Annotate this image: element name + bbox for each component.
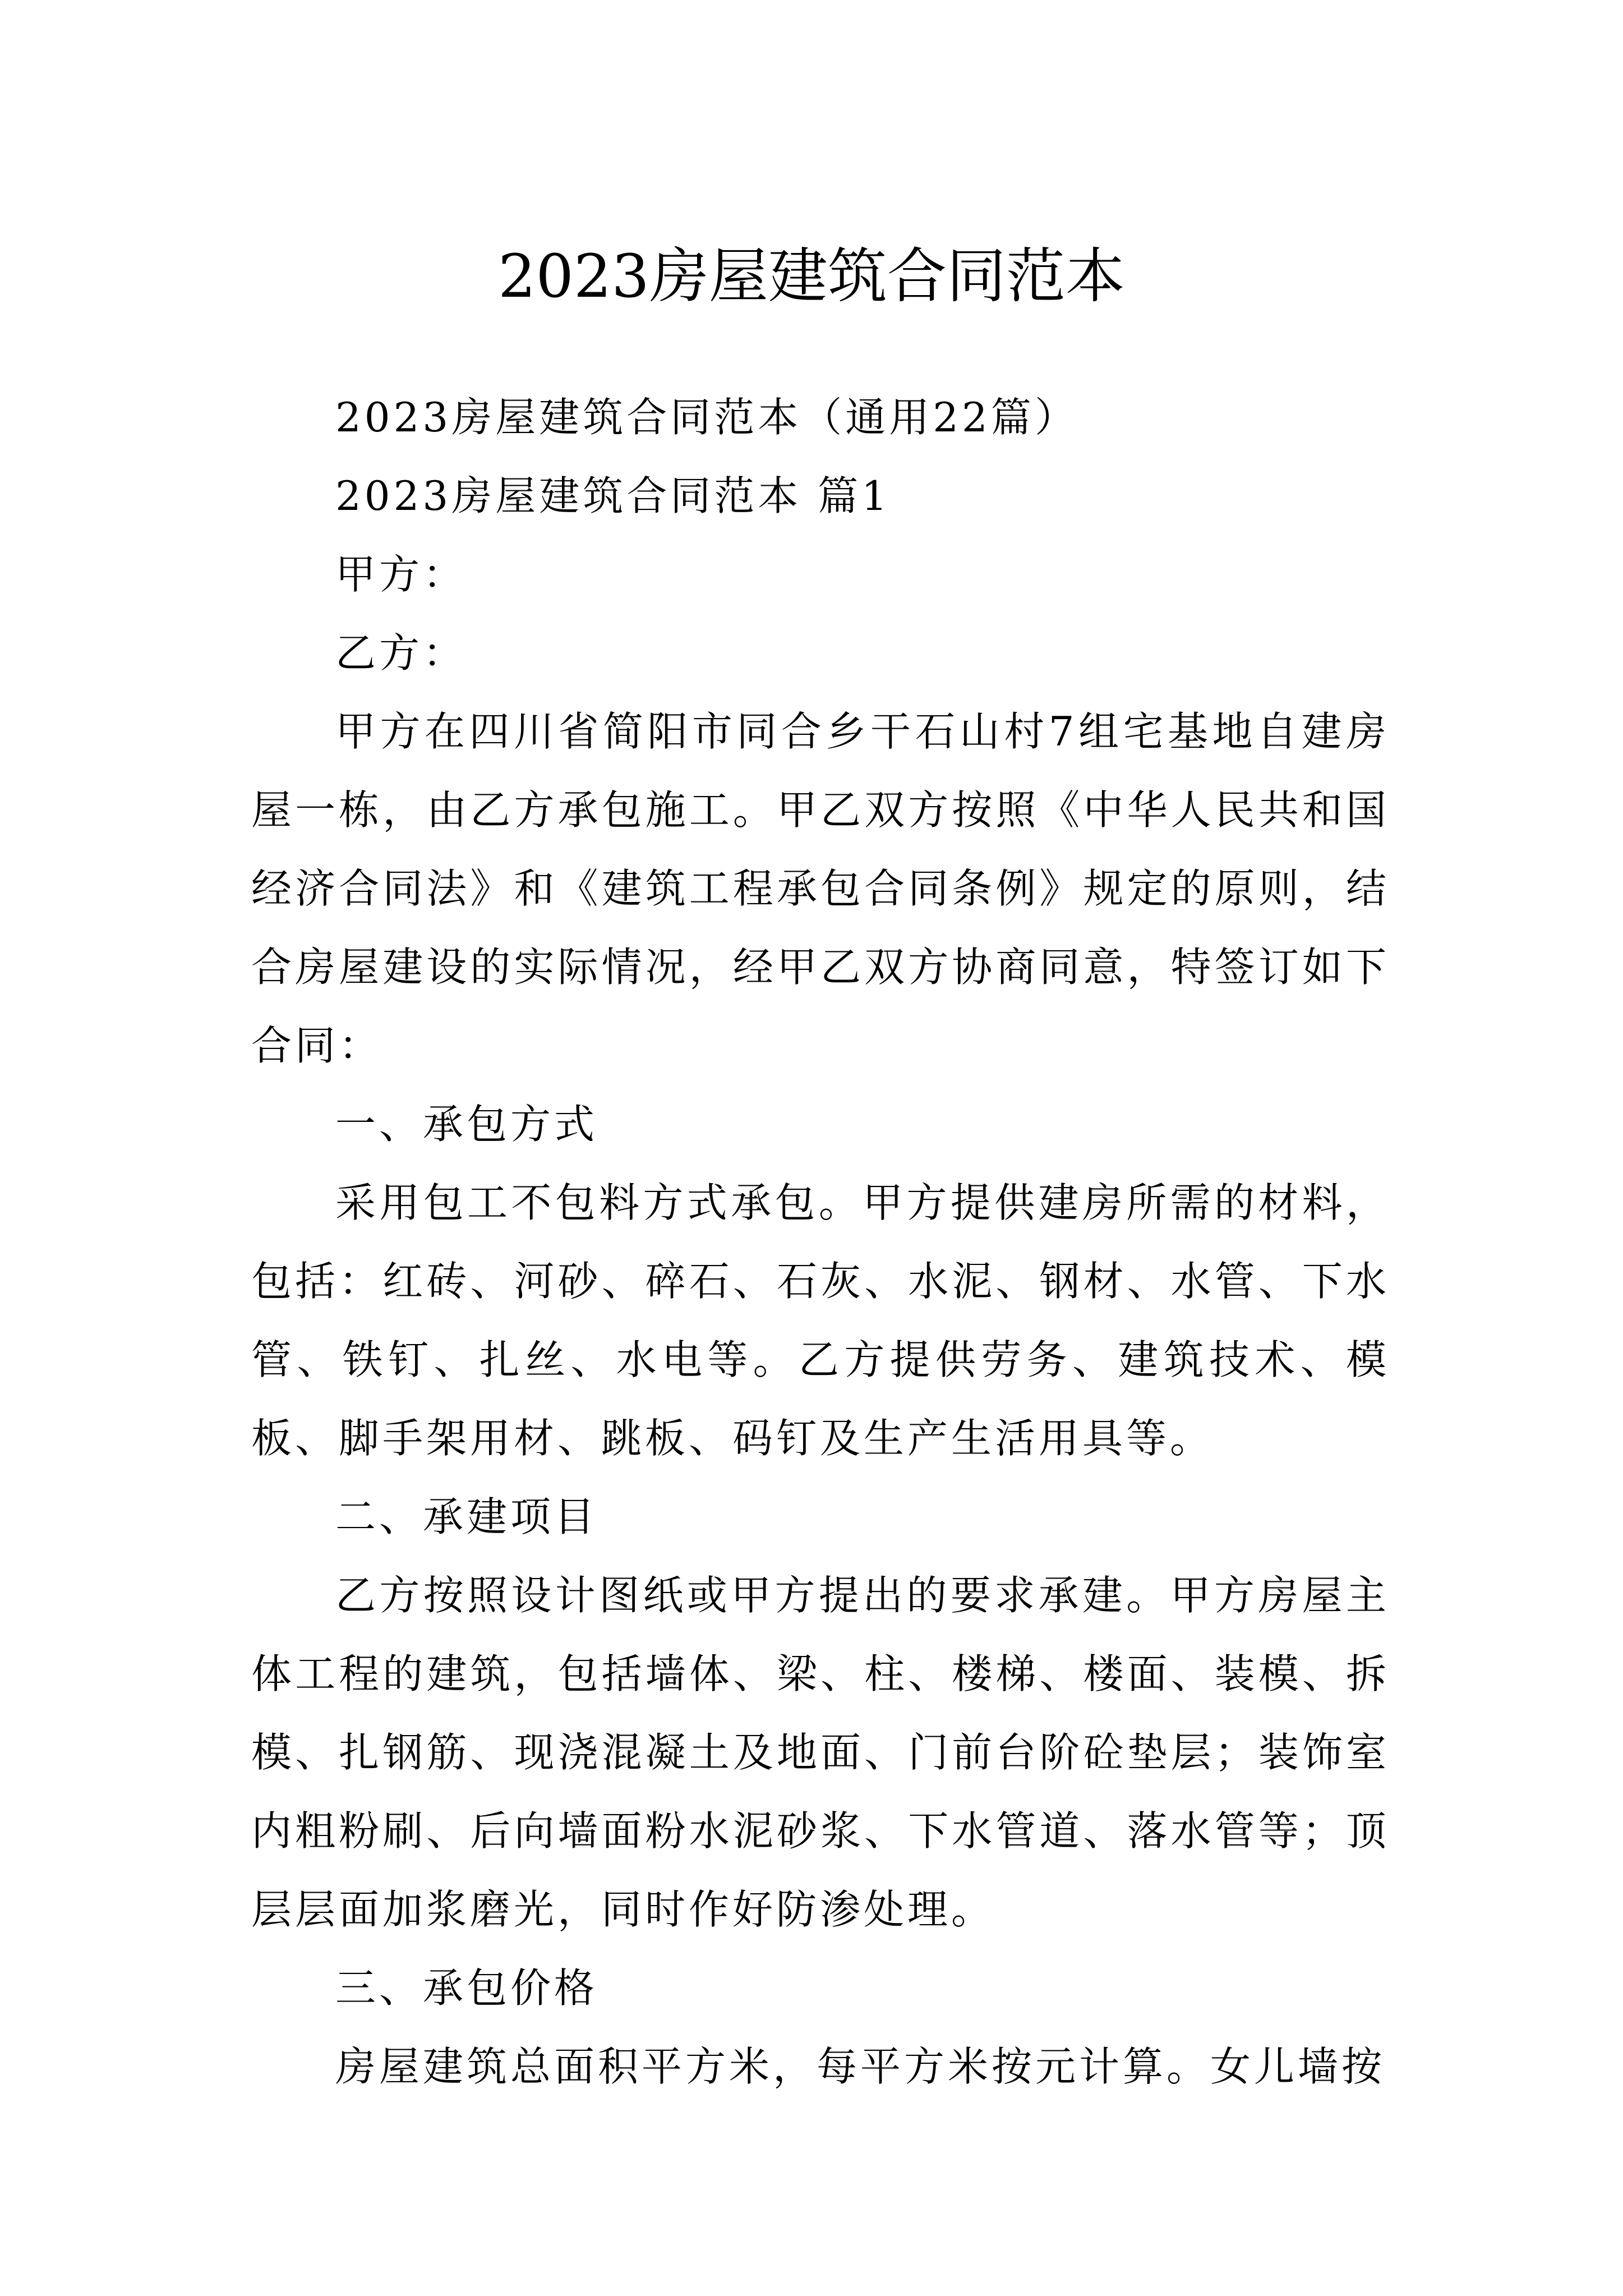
paragraph-contract-method: 采用包工不包料方式承包。甲方提供建房所需的材料，包括：红砖、河砂、碎石、石灰、水泥、钢材、水管、下水管、铁钉、扎丝、水电等。乙方提供劳务、建筑技术、模板、脚手架用材、跳板、码钉及生产生活用具等。 [251,1179,1390,1462]
intro-paragraph: 甲方在四川省简阳市同合乡干石山村7组宅基地自建房屋一栋，由乙方承包施工。甲乙双方按照《中华人民共和国经济合同法》和《建筑工程承包合同条例》规定的原则，结合房屋建设的实际情况，经甲乙双方协商同意，特签订如下合同： [251,708,1390,1069]
heading-contract-price: 三、承包价格 [335,1964,598,2012]
document-body [251,378,1390,2106]
heading-construction-items: 二、承建项目 [335,1493,598,1540]
document-subtitle: 2023房屋建筑合同范本（通用22篇） [335,394,1078,441]
party-a-label: 甲方： [335,551,467,598]
paragraph-contract-price: 房屋建筑总面积平方米，每平方米按元计算。女儿墙按 [335,2043,1386,2090]
heading-contract-method: 一、承包方式 [335,1101,598,1148]
section-heading-part-1: 2023房屋建筑合同范本 篇1 [335,472,891,519]
document-title: 2023房屋建筑合同范本 [498,242,1125,311]
paragraph-construction-items: 乙方按照设计图纸或甲方提出的要求承建。甲方房屋主体工程的建筑，包括墙体、梁、柱、楼梯、楼面、装模、拆模、扎钢筋、现浇混凝土及地面、门前台阶砼垫层；装饰室内粗粉刷、后向墙面粉水泥砂浆、下水管道、落水管等；顶层层面加浆磨光，同时作好防渗处理。 [251,1572,1390,1933]
party-b-label: 乙方： [335,629,467,677]
